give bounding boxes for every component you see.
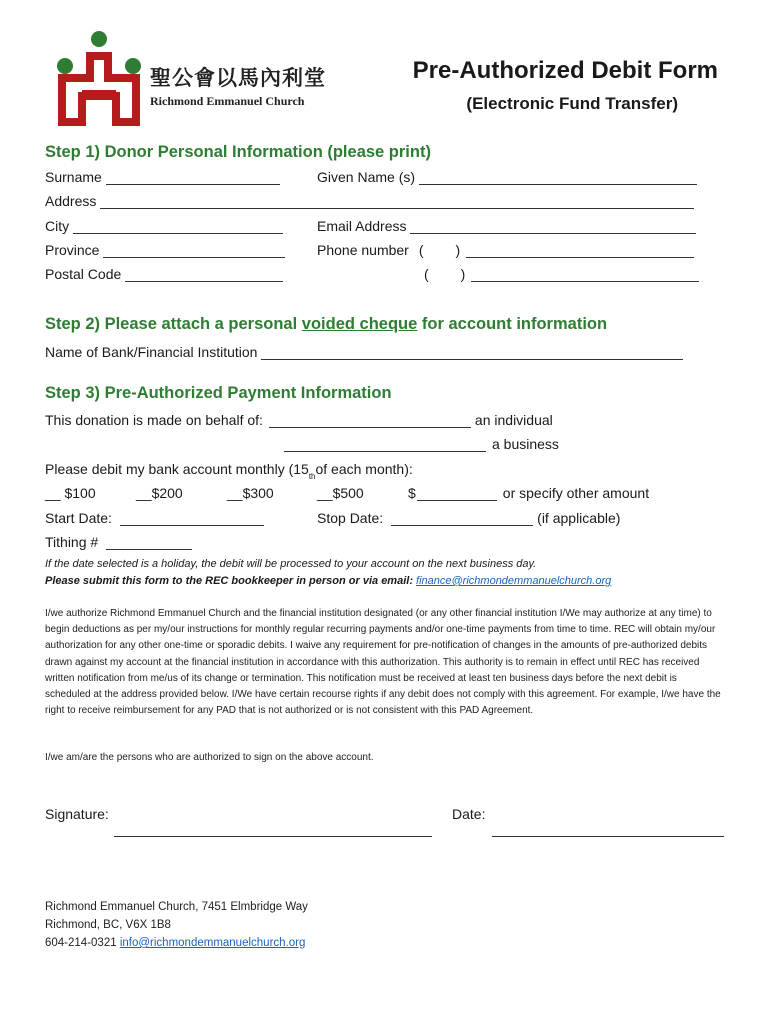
tithing-label: Tithing # (45, 534, 99, 550)
tithing-line (106, 536, 192, 550)
amount-other-label: or specify other amount (502, 485, 650, 501)
signature-line[interactable] (114, 836, 432, 837)
footer-address-line1: Richmond Emmanuel Church, 7451 Elmbridge Way (45, 901, 308, 913)
phone-alt-line (471, 268, 699, 282)
bank-name-line (261, 346, 683, 360)
amount-200-label: __$200 (136, 485, 183, 501)
postal-code-line (125, 268, 283, 282)
start-date-line (120, 512, 264, 526)
phone-label: Phone number (317, 242, 409, 258)
business-label: a business (492, 436, 559, 452)
logo-dot-left (57, 58, 73, 74)
surname-line (106, 171, 280, 185)
phone-alt-paren-open: ( (424, 266, 429, 282)
start-date-field[interactable] (45, 510, 264, 526)
amount-100-option[interactable] (45, 485, 96, 501)
given-name-line (419, 171, 697, 185)
step1-heading: Step 1) Donor Personal Information (please print) (45, 143, 431, 161)
city-line (73, 220, 283, 234)
stop-date-field[interactable] (317, 510, 620, 526)
individual-label: an individual (474, 412, 553, 428)
authorization-text: I/we authorize Richmond Emmanuel Church and the financial institution designated (or any other financial institution I/We may authorize at any time) to begin deductions as per my/our instructions for monthly regular recurring payments and/or one-time payments from time to time. REC will obtain my/our authorization for any other one-time or sporadic debits. I waive any requirement for pre-notification of changes in the amounts of pre-authorized debits drawn against my account at the financial institution in accordance with this authorization. This authority is to remain in effect until REC has received written notification from me/us of its change or termination. This notification must be received at least ten business days before the next debit is scheduled at the address provided below. I/We have certain recourse rights if any debit does not comply with this agreement. For example, I/we have the right to receive reimbursement for any PAD that is not authorized or is not consistent with this PAD Agreement. (45, 608, 721, 717)
footer-email-link[interactable]: info@richmondemmanuelchurch.org (119, 937, 306, 949)
behalf-individual-line (269, 414, 471, 428)
footer-phone: 604-214-0321 (45, 937, 117, 949)
behalf-label: This donation is made on behalf of: (45, 412, 263, 428)
step3-heading: Step 3) Pre-Authorized Payment Information (45, 384, 392, 402)
city-label: City (45, 218, 70, 234)
submit-note (45, 575, 611, 587)
given-name-label: Given Name (s) (317, 169, 416, 185)
email-field[interactable] (317, 218, 696, 234)
step2-heading-pre: Step 2) Please attach a personal (45, 315, 302, 333)
surname-label: Surname (45, 169, 102, 185)
amount-500-label: __$500 (317, 485, 364, 501)
date-line[interactable] (492, 836, 724, 837)
step2-heading-voided-cheque: voided cheque (301, 315, 418, 333)
given-name-field[interactable] (317, 169, 697, 185)
date-label: Date: (452, 806, 486, 822)
behalf-field[interactable] (45, 412, 553, 428)
church-name-chinese: 聖公會以馬內利堂 (150, 66, 326, 90)
amount-200-option[interactable] (136, 485, 183, 501)
stop-date-line (391, 512, 533, 526)
form-subtitle: (Electronic Fund Transfer) (466, 94, 678, 113)
logo-dot-top (91, 31, 107, 47)
address-line (100, 195, 694, 209)
amount-300-label: __$300 (227, 485, 274, 501)
debit-text-post: of each month): (315, 461, 413, 477)
step2-heading (45, 315, 607, 334)
step2-heading-post: for account information (417, 315, 608, 333)
church-logo (54, 28, 144, 128)
if-applicable-label: (if applicable) (537, 510, 621, 526)
amount-other-dollar: $ (408, 485, 416, 501)
address-label: Address (45, 193, 97, 209)
postal-code-field[interactable] (45, 266, 283, 282)
email-line (410, 220, 696, 234)
bank-name-field[interactable] (45, 344, 683, 360)
email-label: Email Address (317, 218, 407, 234)
phone-field[interactable] (317, 242, 694, 258)
address-field[interactable] (45, 193, 694, 209)
logo-dot-right (125, 58, 141, 74)
phone-alt-field[interactable] (424, 266, 699, 282)
submit-note-text: Please submit this form to the REC bookkeeper in person or via email: (45, 575, 413, 587)
behalf-business-line (284, 438, 486, 452)
business-field[interactable] (284, 436, 559, 452)
phone-paren-open: ( (418, 242, 424, 258)
amount-300-option[interactable] (227, 485, 274, 501)
signature-label: Signature: (45, 806, 109, 822)
form-title: Pre-Authorized Debit Form (412, 57, 718, 84)
phone-alt-paren-close: ) (460, 266, 466, 282)
amount-100-label: __ $100 (45, 485, 96, 501)
phone-line (466, 244, 694, 258)
tithing-field[interactable] (45, 534, 192, 550)
amount-other-line (417, 487, 497, 501)
finance-email-link[interactable]: finance@richmondemmanuelchurch.org (416, 575, 612, 587)
amount-500-option[interactable] (317, 485, 364, 501)
footer-contact (45, 934, 305, 952)
province-label: Province (45, 242, 100, 258)
postal-code-label: Postal Code (45, 266, 122, 282)
debit-text-pre: Please debit my bank account monthly (15 (45, 461, 309, 477)
province-line (103, 244, 285, 258)
debit-instruction: Please debit my bank account monthly (15 th of each month): (45, 461, 413, 481)
surname-field[interactable] (45, 169, 280, 185)
stop-date-label: Stop Date: (317, 510, 384, 526)
persons-authorized-text: I/we am/are the persons who are authorized to sign on the above account. (45, 752, 374, 763)
logo-bar (82, 90, 116, 98)
bank-name-label: Name of Bank/Financial Institution (45, 344, 258, 360)
province-field[interactable] (45, 242, 285, 258)
church-name-english: Richmond Emmanuel Church (150, 94, 305, 108)
footer-address-line2: Richmond, BC, V6X 1B8 (45, 919, 171, 931)
city-field[interactable] (45, 218, 283, 234)
phone-paren-close: ) (455, 242, 461, 258)
amount-other-field[interactable] (408, 485, 649, 501)
holiday-note: If the date selected is a holiday, the debit will be processed to your account on the next business day. (45, 558, 537, 570)
start-date-label: Start Date: (45, 510, 112, 526)
